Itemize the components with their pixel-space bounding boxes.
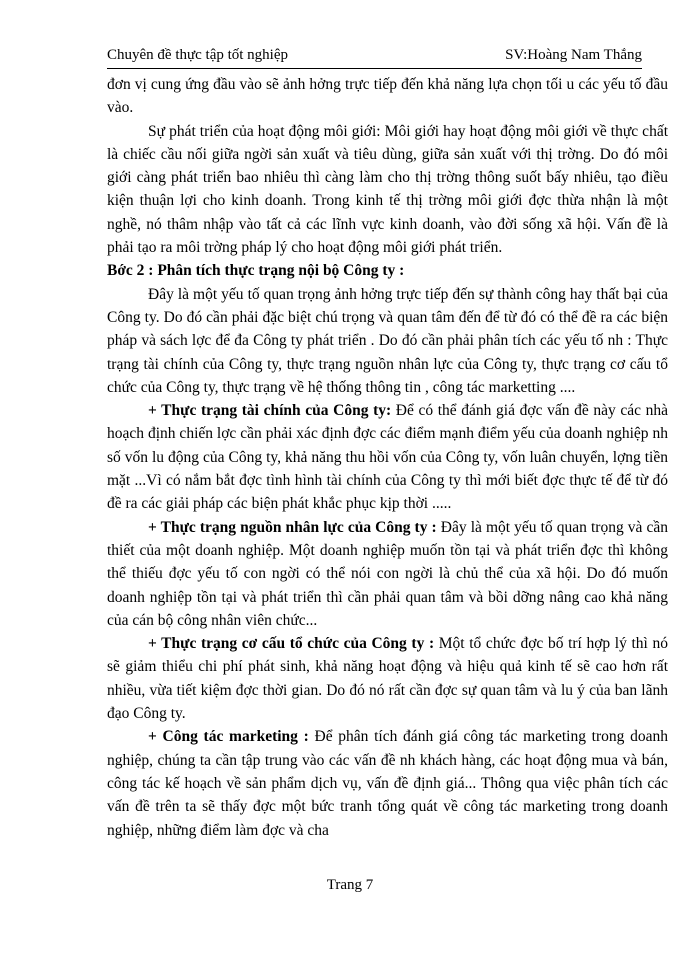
paragraph-financial-status bbox=[107, 399, 668, 515]
header-author: SV:Hoàng Nam Thắng bbox=[505, 47, 642, 63]
marketing-lead: + Công tác marketing : bbox=[148, 728, 309, 746]
financial-status-lead: + Thực trạng tài chính của Công ty: bbox=[148, 402, 392, 420]
marketing-text: Để phân tích đánh giá công tác marketing trong doanh nghiệp, chúng ta cần tập trung vào các vấn đề nh khách hàng, các hoạt động mua và bán, công tác kế hoạch về sản phẩm dịch vụ, vấn đề định giá... Thông qua việc phân tích các vấn đề trên ta sẽ thấy đợc một bức tranh tổng quát về công tác marketing trong doanh nghiệp, những điểm làm đợc và cha bbox=[107, 728, 668, 839]
page-header bbox=[107, 42, 642, 69]
human-resources-text: Đây là một yếu tố quan trọng và cần thiết của một doanh nghiệp. Một doanh nghiệp muốn tồn tại và phát triển đợc thì không thể thiếu đợc yếu tố con ngời có thể nói con ngời là chủ thể của xã hội. Do đó muốn doanh nghiệp tồn tại và phát triển thì cần phải quan tâm và bồi dỡng nâng cao khả năng của cán bộ công nhân viên chức... bbox=[107, 518, 668, 629]
paragraph-internal-analysis: Đây là một yếu tố quan trọng ảnh hởng trực tiếp đến sự thành công hay thất bại của Công ty. Do đó cần phải đặc biệt chú trọng và quan tâm đến để từ đó có thể đề ra các biện pháp và sách lợc để đa Công ty phát triển . Do đó cần phải phân tích các yếu tố nh : Thực trạng tài chính của Công ty, thực trạng nguồn nhân lực của Công ty, thực trạng cơ cấu tổ chức của Công ty, thực trạng về hệ thống thông tin , công tác marketting .... bbox=[107, 285, 668, 396]
section-heading-step-2: Bớc 2 : Phân tích thực trạng nội bộ Công ty : bbox=[107, 262, 405, 280]
paragraph-brokerage: Sự phát triển của hoạt động môi giới: Môi giới hay hoạt động môi giới về thực chất là chiếc cầu nối giữa ngời sản xuất và tiêu dùng, giữa sản xuất với thị trờng. Do đó môi giới càng phát triển bao nhiêu thì càng làm cho thị trờng thông suốt bấy nhiêu, tạo điều kiện thuận lợi cho kinh doanh. Trong kinh tế thị trờng môi giới đợc thừa nhận là một nghề, nó thâm nhập vào tất cả các lĩnh vực kinh doanh, vào đời sống xã hội. Vấn đề là phải tạo ra môi trờng pháp lý cho hoạt động môi giới phát triển. bbox=[107, 122, 668, 257]
paragraph-organization-structure bbox=[107, 632, 668, 725]
organization-structure-text: Một tổ chức đợc bố trí hợp lý thì nó sẽ giảm thiểu chi phí phát sinh, khả năng hoạt động và hiệu quả kinh tế sẽ cao hơn rất nhiều, vừa tiết kiệm đợc thời gian. Do đó nó rất cần đợc sự quan tâm và lu ý của ban lãnh đạo Công ty. bbox=[107, 635, 668, 723]
paragraph-continuation: đơn vị cung ứng đầu vào sẽ ảnh hởng trực tiếp đến khả năng lựa chọn tối u các yếu tố đầu vào. bbox=[107, 76, 668, 117]
page-footer bbox=[0, 876, 700, 894]
body-text bbox=[107, 73, 668, 842]
header-title: Chuyên đề thực tập tốt nghiệp bbox=[107, 47, 289, 63]
organization-structure-lead: + Thực trạng cơ cấu tổ chức của Công ty : bbox=[148, 635, 435, 653]
paragraph-human-resources bbox=[107, 516, 668, 632]
financial-status-text: Để có thể đánh giá đợc vấn đề này các nhà hoạch định chiến lợc cần phải xác định đợc các điểm mạnh điểm yếu của doanh nghiệp nh số vốn lu động của Công ty, khả năng thu hồi vốn của Công ty, vốn luân chuyển, lợng tiền mặt ...Vì có nắm bắt đợc tình hình tài chính của Công ty thì mới biết đợc thực tế để từ đó đề ra các giải pháp các biện phát khắc phục kịp thời ..... bbox=[107, 402, 668, 513]
page-number: Trang 7 bbox=[326, 877, 374, 893]
paragraph-marketing bbox=[107, 725, 668, 841]
human-resources-lead: + Thực trạng nguồn nhân lực của Công ty : bbox=[148, 518, 437, 536]
